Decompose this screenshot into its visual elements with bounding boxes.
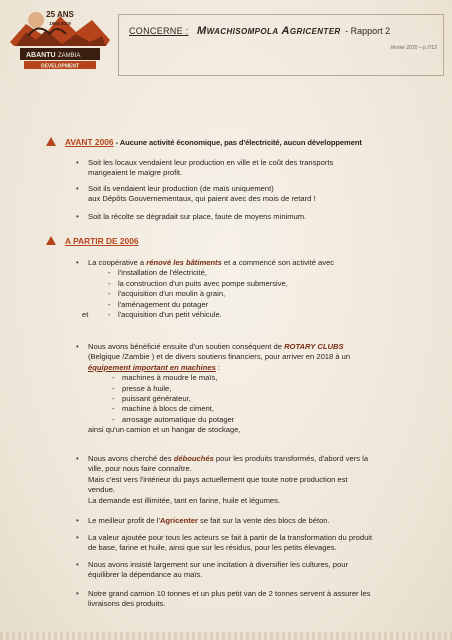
sub-item: - arrosage automatique du potager bbox=[112, 414, 235, 424]
sub-item-text: l'aménagement du potager bbox=[118, 299, 209, 309]
list-item bbox=[76, 589, 428, 610]
section-a-partir-2006-heading bbox=[46, 236, 139, 246]
concerne-label: CONCERNE : bbox=[129, 26, 189, 36]
text-span: pour les produits transformés, d'abord vers la bbox=[213, 454, 369, 463]
text-line: Soit les locaux vendaient leur production en ville et le coût des transports bbox=[88, 158, 334, 167]
list-item bbox=[76, 158, 428, 179]
bullet-icon: • bbox=[76, 533, 79, 542]
logo-years: 25 ANS bbox=[46, 10, 74, 19]
section-subtitle: - Aucune activité économique, pas d'électricité, aucun développement bbox=[113, 138, 362, 147]
text-span: et a commencé son activité avec bbox=[221, 258, 335, 267]
text-span: Nous avons cherché des bbox=[88, 454, 174, 463]
sub-item-text: machines à moudre le maïs, bbox=[122, 373, 218, 383]
sub-item-text: puissant générateur, bbox=[122, 394, 191, 404]
text-line bbox=[88, 454, 428, 464]
list-item bbox=[76, 342, 428, 436]
text-line: équilibrer la dépendance au maïs. bbox=[88, 570, 203, 580]
text-line: (Belgique /Zambie ) et de divers soutiens financiers, pour arriver en 2018 à un bbox=[88, 352, 351, 362]
bullet-icon: • bbox=[76, 258, 79, 267]
text-line: de base, farine et huile, ainsi que sur les résidus, pour les petits élevages. bbox=[88, 543, 337, 553]
sub-item: - puissant générateur, bbox=[112, 394, 191, 404]
text-span: : bbox=[215, 362, 221, 372]
emphasis-text: Agricenter bbox=[159, 516, 198, 525]
bullet-icon: • bbox=[76, 560, 79, 569]
warning-triangle-icon bbox=[46, 137, 56, 146]
sub-item-text: presse à huile, bbox=[122, 383, 172, 393]
text-line: ainsi qu'un camion et un hangar de stockage, bbox=[88, 425, 241, 435]
logo-dev: DEVELOPMENT bbox=[40, 63, 80, 70]
text-line: Notre grand camion 10 tonnes et un plus petit van de 2 tonnes servent à assurer les bbox=[88, 589, 371, 598]
bullet-icon: • bbox=[76, 589, 79, 598]
sub-item: - machine à blocs de ciment, bbox=[112, 404, 215, 414]
warning-triangle-icon bbox=[46, 236, 56, 245]
abantu-logo bbox=[6, 6, 114, 76]
et-label: et bbox=[82, 310, 89, 320]
text-line: livraisons des produits. bbox=[88, 599, 166, 609]
emphasis-text: ROTARY CLUBS bbox=[284, 342, 344, 351]
text-span: se fait sur la vente des blocs de béton. bbox=[197, 516, 330, 525]
text-line: La demande est illimitée, tant en farine, huile et légumes. bbox=[88, 495, 281, 505]
logo-graphic bbox=[6, 6, 114, 76]
sub-item: - l'installation de l'électricité, bbox=[108, 268, 208, 278]
sub-item: - la construction d'un puits avec pompe submersive, bbox=[108, 278, 288, 288]
sub-item-text: l'acquisition d'un petit véhicule. bbox=[118, 310, 222, 320]
sub-item-text: l'installation de l'électricité, bbox=[118, 268, 208, 278]
page-info: février 2020 – p.7/12 bbox=[391, 45, 437, 51]
text-line: ville, pour nous faire connaître. bbox=[88, 464, 192, 474]
text-line: Mais c'est vers l'intérieur du pays actuellement que toute notre production est bbox=[88, 474, 348, 484]
text-line bbox=[88, 363, 428, 373]
section-avant-2006-heading bbox=[46, 137, 362, 147]
text-span: Nous avons bénéficié ensuite d'un soutien conséquent de bbox=[88, 342, 285, 351]
logo-range: 1994-2019 bbox=[49, 21, 71, 26]
header-title-row bbox=[129, 25, 390, 37]
list-item bbox=[76, 516, 428, 526]
list-item bbox=[76, 184, 428, 205]
text-line bbox=[88, 516, 428, 526]
bullet-icon: • bbox=[76, 184, 79, 193]
list-item bbox=[76, 454, 428, 506]
text-line bbox=[88, 342, 428, 352]
emphasis-text: rénové les bâtiments bbox=[146, 258, 222, 267]
text-line: mangeaient le maigre profit. bbox=[88, 168, 183, 178]
sub-item-text: la construction d'un puits avec pompe submersive, bbox=[118, 278, 288, 288]
report-label: - Rapport 2 bbox=[345, 26, 391, 36]
bullet-icon: • bbox=[76, 342, 79, 351]
text-line: Nous avons insisté largement sur une incitation à diversifier les cultures, pour bbox=[88, 560, 349, 569]
sub-item-text: machine à blocs de ciment, bbox=[122, 404, 215, 414]
text-line bbox=[88, 258, 428, 268]
text-line: La valeur ajoutée pour tous les acteurs se fait à partir de la transformation du produit bbox=[88, 533, 373, 542]
company-name: Mwachisompola Agricenter bbox=[197, 25, 341, 37]
text-span: La coopérative a bbox=[88, 258, 147, 267]
bullet-icon: • bbox=[76, 516, 79, 525]
emphasis-text: débouchés bbox=[173, 454, 214, 463]
list-item bbox=[76, 560, 428, 581]
decorative-border bbox=[0, 632, 452, 640]
sub-item-text: arrosage automatique du potager bbox=[122, 414, 235, 424]
text-span: Le meilleur profit de l' bbox=[88, 516, 160, 525]
logo-name: ABANTU bbox=[26, 52, 56, 59]
list-item bbox=[76, 533, 428, 554]
bullet-icon: • bbox=[76, 212, 79, 221]
list-item bbox=[76, 212, 428, 222]
section-title: A PARTIR DE 2006 bbox=[65, 236, 139, 246]
bullet-icon: • bbox=[76, 454, 79, 463]
sub-item: - l'aménagement du potager bbox=[108, 299, 209, 309]
list-item bbox=[76, 258, 428, 320]
emphasis-text: équipement important en machines bbox=[88, 362, 216, 372]
text-line: aux Dépôts Gouvernementaux, qui paient avec des mois de retard ! bbox=[88, 194, 316, 204]
logo-name2: ZAMBIA bbox=[58, 53, 81, 59]
sub-item: - presse à huile, bbox=[112, 383, 172, 393]
sub-item: - l'acquisition d'un moulin à grain, bbox=[108, 289, 226, 299]
sub-item: - machines à moudre le maïs, bbox=[112, 373, 218, 383]
section-title: AVANT 2006 bbox=[65, 137, 114, 147]
text-line: vendue. bbox=[88, 485, 116, 495]
header-box bbox=[118, 14, 444, 76]
sub-item-text: l'acquisition d'un moulin à grain, bbox=[118, 289, 226, 299]
sub-item: et - l'acquisition d'un petit véhicule. bbox=[82, 310, 222, 320]
text-line: Soit la récolte se dégradait sur place, faute de moyens minimum. bbox=[88, 212, 307, 221]
text-line: Soit ils vendaient leur production (de maïs uniquement) bbox=[88, 184, 274, 193]
bullet-icon: • bbox=[76, 158, 79, 167]
